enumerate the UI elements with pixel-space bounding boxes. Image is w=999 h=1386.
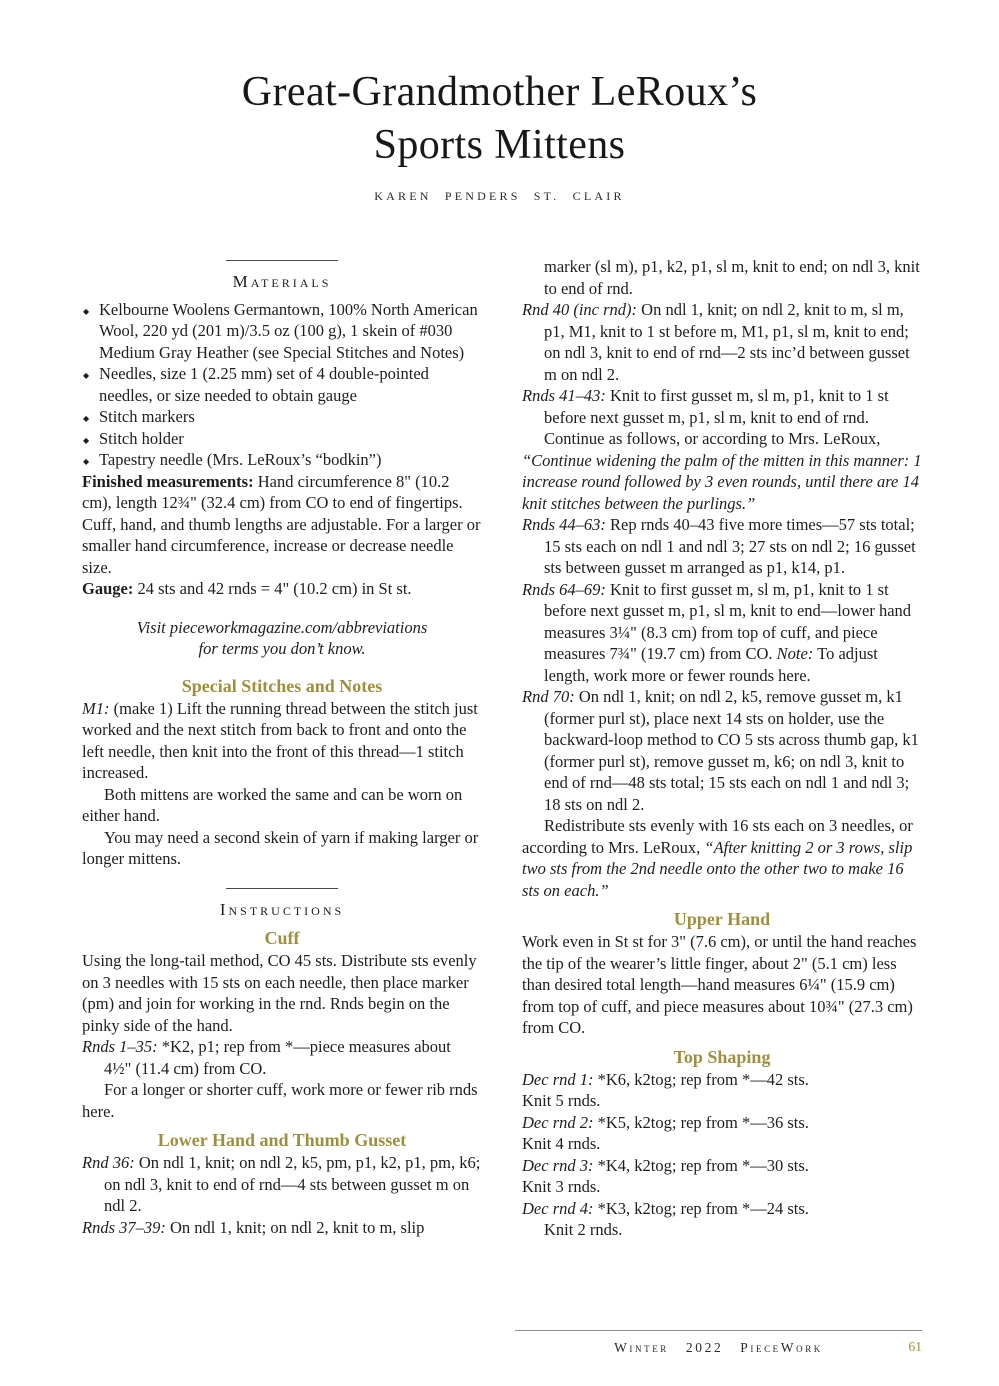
left-column	[82, 256, 482, 1241]
footer-row	[515, 1336, 922, 1359]
knit-rnds-1: Knit 5 rnds.	[522, 1091, 601, 1110]
upper-hand-text: Work even in St st for 3" (7.6 cm), or until the hand reaches the tip of the wearer’s little finger, about 2" (5.1 cm) less than desired total length—hand measures 6¼" (15.9 cm) from top of cuff, and piece measures about 10¾" (27.3 cm) from CO.	[522, 932, 917, 1037]
footer-rule	[515, 1330, 922, 1331]
rnds-1-35-label: Rnds 1–35:	[82, 1037, 158, 1056]
diamond-bullet-icon: ◆	[83, 457, 90, 466]
materials-item-text: Kelbourne Woolens Germantown, 100% North American Wool, 220 yd (201 m)/3.5 oz (100 g), 1 skein of #030 Medium Gray Heather (see Special Stitches and Notes)	[99, 299, 478, 362]
instructions-rule	[226, 888, 338, 889]
abbreviations-note-line2: for terms you don’t know.	[198, 639, 366, 658]
list-item	[82, 363, 482, 406]
abbreviations-url: Visit pieceworkmagazine.com/abbreviations	[136, 617, 428, 637]
rnds-64-69-label: Rnds 64–69:	[522, 579, 606, 599]
finished-measurements	[82, 471, 482, 579]
redistribute-text: Redistribute sts evenly with 16 sts each on 3 needles, or according to Mrs. LeRoux,	[522, 816, 913, 857]
list-item	[82, 299, 482, 364]
dec-rnd-4	[522, 1198, 922, 1220]
dec-rnd-2	[522, 1112, 922, 1134]
dec-rnd-3-text: *K4, k2tog; rep from *—30 sts.	[593, 1155, 809, 1175]
dec-rnd-1	[522, 1069, 922, 1091]
lower-hand-heading: Lower Hand and Thumb Gusset	[157, 1130, 407, 1150]
rnd-36-label: Rnd 36:	[82, 1153, 135, 1172]
dec-rnd-3-label: Dec rnd 3:	[522, 1155, 594, 1175]
page-footer	[515, 1330, 922, 1359]
diamond-bullet-icon: ◆	[83, 371, 90, 380]
journal-name: Winter 2022 PieceWork	[614, 1340, 823, 1355]
rnds-44-63-text: Rep rnds 40–43 five more times—57 sts total; 15 sts each on ndl 1 and ndl 3; 27 sts on ndl 2; 16 gusset sts between gusset m arranged as p1, k14, p1.	[544, 515, 916, 577]
diamond-bullet-icon: ◆	[83, 414, 90, 423]
rnd-70-text: On ndl 1, knit; on ndl 2, k5, remove gusset m, k1 (former purl st), place next 14 sts on holder, use the backward-loop method to CO 5 sts across thumb gap, k1 (former purl st), remove gusset m, k6; on ndl 3, knit to end of rnd—48 sts total; 15 sts each on ndl 1 and ndl 3; 18 sts on ndl 2.	[544, 687, 919, 814]
materials-list	[82, 299, 482, 471]
rnds-64-69	[522, 579, 922, 687]
diamond-bullet-icon: ◆	[83, 435, 90, 445]
right-column	[522, 256, 922, 1241]
yarn-note: You may need a second skein of yarn if making larger or longer mittens.	[82, 827, 479, 868]
dec-rnd-3	[522, 1155, 922, 1177]
rnd-36-text: On ndl 1, knit; on ndl 2, k5, pm, p1, k2, p1, pm, k6; on ndl 3, knit to end of rnd—4 sts between gusset m on ndl 2.	[104, 1153, 481, 1215]
rnd-40-text: On ndl 1, knit; on ndl 2, knit to m, sl m, p1, M1, knit to 1 st before m, M1, p1, sl m, knit to end; on ndl 3, knit to end of rnd—2 sts inc’d between gusset m on ndl 2.	[544, 300, 910, 384]
rnds-1-35-text: *K2, p1; rep from *—piece measures about 4½" (11.4 cm) from CO.	[104, 1037, 451, 1078]
rnds-41-43-text: Knit to first gusset m, sl m, p1, knit to 1 st before next gusset m, p1, sl m, knit to end of rnd. Continue as follows, or according to Mrs. LeRoux,	[544, 386, 889, 448]
dec-rnd-2-label: Dec rnd 2:	[522, 1112, 594, 1132]
gauge-text: 24 sts and 42 rnds = 4" (10.2 cm) in St st.	[133, 579, 412, 598]
m1-text: (make 1) Lift the running thread between the stitch just worked and the next stitch from back to front and onto the left needle, then knit into the front of this thread—1 stitch increased.	[82, 698, 478, 782]
list-item	[82, 428, 482, 450]
rnds-64-69-text: Knit to first gusset m, sl m, p1, knit to 1 st before next gusset m, p1, sl m, knit to end—lower hand measures 3¼" (8.3 cm) from top of cuff, and piece measures 7¾" (19.7 cm) from CO.	[544, 579, 912, 663]
dec-rnd-1-label: Dec rnd 1:	[522, 1069, 594, 1089]
rnds-37-39-text: On ndl 1, knit; on ndl 2, knit to m, slip	[165, 1217, 425, 1237]
knit-rnds-2: Knit 4 rnds.	[522, 1134, 601, 1153]
gauge	[82, 578, 482, 600]
rnd-70	[522, 686, 922, 815]
leroux-quote-redistribute: “After knitting 2 or 3 rows, slip two sts from the 2nd needle onto the other two to make 16 sts on each.”	[522, 837, 913, 900]
article-header	[0, 66, 999, 208]
materials-item-text: Stitch holder	[99, 428, 184, 448]
diamond-bullet-icon: ◆	[83, 306, 90, 316]
rnds-41-43	[522, 385, 922, 450]
rnd-36	[82, 1152, 482, 1217]
rnds-64-69-note-text: To adjust length, work more or fewer rounds here.	[544, 644, 878, 685]
title-line-1: Great-Grandmother LeRoux’s	[241, 69, 758, 115]
knit-rnds-4: Knit 2 rnds.	[544, 1220, 623, 1239]
top-shaping-heading: Top Shaping	[673, 1046, 771, 1067]
rnds-37-39-continuation: marker (sl m), p1, k2, p1, sl m, knit to end; on ndl 3, knit to end of rnd.	[544, 257, 920, 298]
article-title	[0, 66, 999, 172]
abbreviations-note	[82, 617, 482, 660]
gauge-label: Gauge:	[82, 579, 134, 598]
knit-rnds-3: Knit 3 rnds.	[522, 1177, 601, 1196]
special-stitches-heading: Special Stitches and Notes	[181, 675, 383, 696]
materials-item-text: Tapestry needle (Mrs. LeRoux’s “bodkin”)	[99, 450, 382, 469]
rnds-37-39-label: Rnds 37–39:	[82, 1217, 166, 1237]
cuff-heading: Cuff	[264, 928, 300, 948]
redistribute-note	[522, 815, 922, 901]
list-item	[82, 449, 482, 471]
page-number: 61	[908, 1339, 922, 1354]
upper-hand-heading: Upper Hand	[673, 909, 771, 929]
dec-rnd-1-text: *K6, k2tog; rep from *—42 sts.	[593, 1069, 809, 1089]
materials-rule	[226, 260, 338, 261]
leroux-quote-widening: “Continue widening the palm of the mitten in this manner: 1 increase round followed by 3 even rounds, until there are 14 knit stitches between the purlings.”	[522, 450, 922, 513]
finished-measurements-label: Finished measurements:	[82, 471, 254, 491]
cuff-intro: Using the long-tail method, CO 45 sts. Distribute sts evenly on 3 needles with 15 sts on each needle, then place marker (pm) and join for working in the rnd. Rnds begin on the pinky side of the hand.	[82, 951, 477, 1035]
rnds-44-63	[522, 514, 922, 579]
cuff-note: For a longer or shorter cuff, work more or fewer rib rnds here.	[82, 1080, 478, 1121]
rnds-41-43-label: Rnds 41–43:	[522, 386, 606, 405]
dec-rnd-2-text: *K5, k2tog; rep from *—36 sts.	[593, 1112, 809, 1132]
rnds-1-35	[82, 1036, 482, 1079]
materials-heading: Materials	[232, 272, 332, 291]
rnd-40	[522, 299, 922, 385]
rnd-70-label: Rnd 70:	[522, 687, 575, 706]
dec-rnd-4-label: Dec rnd 4:	[522, 1198, 594, 1218]
list-item	[82, 406, 482, 428]
dec-rnd-4-text: *K3, k2tog; rep from *—24 sts.	[593, 1198, 809, 1218]
article-columns	[82, 256, 922, 1241]
rnds-44-63-label: Rnds 44–63:	[522, 515, 606, 534]
rnds-37-39	[82, 1217, 482, 1239]
m1-definition	[82, 698, 482, 784]
rnds-64-69-note-label: Note:	[776, 644, 814, 663]
rnd-40-label: Rnd 40 (inc rnd):	[522, 300, 638, 319]
title-line-2: Sports Mittens	[373, 122, 626, 168]
materials-item-text: Stitch markers	[99, 407, 195, 426]
finished-measurements-text: Hand circumference 8" (10.2 cm), length 12¾" (32.4 cm) from CO to end of fingertips. Cuff, hand, and thumb lengths are adjustable. For a larger or smaller hand circumference, increase or decrease needle size.	[82, 471, 481, 577]
mittens-note: Both mittens are worked the same and can be worn on either hand.	[82, 784, 463, 825]
instructions-heading: Instructions	[219, 899, 345, 919]
materials-item-text: Needles, size 1 (2.25 mm) set of 4 double-pointed needles, or size needed to obtain gauge	[99, 364, 429, 405]
m1-label: M1:	[82, 698, 110, 718]
byline: KAREN PENDERS ST. CLAIR	[374, 189, 625, 203]
